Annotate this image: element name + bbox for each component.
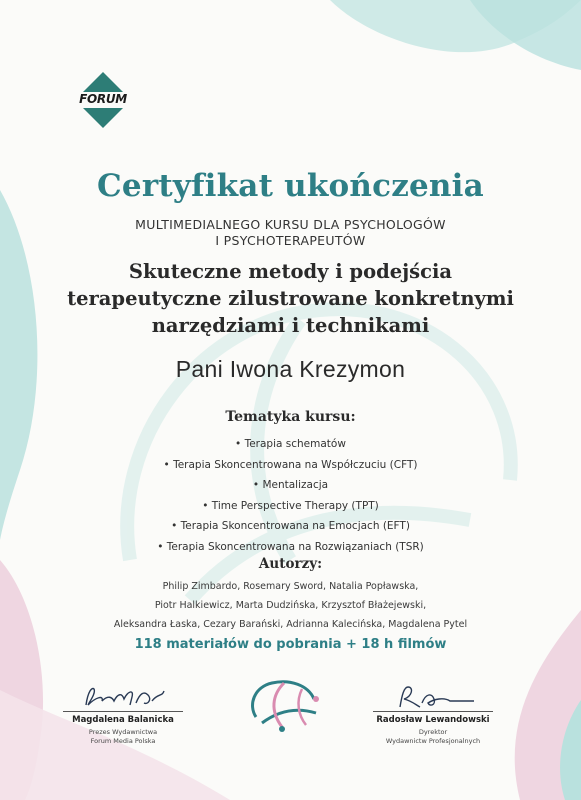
- bullet-icon: •: [163, 458, 170, 471]
- recipient-name: Pani Iwona Krezymon: [175, 356, 406, 382]
- handwritten-signature-right: [388, 683, 478, 711]
- certificate-subtitle: [0, 217, 581, 249]
- certificate-title: Certyfikat ukończenia: [97, 168, 484, 204]
- course-title-line: terapeutyczne zilustrowane konkretnymi: [67, 287, 514, 310]
- authors-heading: Autorzy:: [258, 556, 323, 572]
- authors-line: Aleksandra Łaska, Cezary Barański, Adrianna Kalecińska, Magdalena Pytel: [113, 619, 468, 630]
- signatory-role: Dyrektor Wydawnictw Profesjonalnych: [385, 728, 481, 745]
- subtitle-line: I PSYCHOTERAPEUTÓW: [215, 233, 366, 248]
- signatory-name: Radosław Lewandowski: [376, 715, 490, 725]
- course-title-line: narzędziami i technikami: [151, 314, 430, 337]
- course-title-line: Skuteczne metody i podejścia: [128, 260, 453, 283]
- topic-item: • Terapia Skoncentrowana na Emocjach (EFT): [171, 520, 410, 532]
- topic-item: • Time Perspective Therapy (TPT): [202, 499, 379, 512]
- signatory-name: Magdalena Balanicka: [72, 715, 174, 725]
- bullet-icon: •: [252, 479, 260, 491]
- topics-list: [0, 434, 581, 557]
- topic-item: • Terapia Skoncentrowana na Rozwiązaniach (TSR): [157, 540, 424, 553]
- course-title: [0, 258, 581, 339]
- signature-line: [373, 711, 493, 712]
- signature-right: [343, 683, 523, 745]
- topics-heading: Tematyka kursu:: [225, 409, 356, 425]
- handwritten-signature-left: [78, 683, 168, 711]
- authors-line: Piotr Halkiewicz, Marta Dudzińska, Krzysztof Błażejewski,: [154, 600, 427, 611]
- logo-text: FORUM: [79, 92, 127, 106]
- signatory-role: Prezes Wydawnictwa Forum Media Polska: [88, 728, 158, 745]
- bullet-icon: •: [235, 438, 242, 450]
- topic-item: • Terapia Skoncentrowana na Współczuciu (CFT): [163, 458, 418, 471]
- subtitle-line: MULTIMEDIALNEGO KURSU DLA PSYCHOLOGÓW: [135, 217, 446, 232]
- bullet-icon: •: [171, 520, 178, 532]
- authors-line: Philip Zimbardo, Rosemary Sword, Natalia Popławska,: [162, 581, 419, 592]
- brain-emblem-icon: [242, 677, 328, 737]
- signature-left: [33, 683, 213, 745]
- authors-list: [0, 577, 581, 634]
- topic-item: • Mentalizacja: [252, 479, 329, 491]
- materials-summary: 118 materiałów do pobrania + 18 h filmów: [134, 637, 447, 652]
- signature-line: [63, 711, 183, 712]
- topic-item: • Terapia schematów: [235, 438, 346, 450]
- bullet-icon: •: [157, 540, 164, 553]
- bullet-icon: •: [202, 499, 209, 512]
- forum-logo: [75, 72, 131, 128]
